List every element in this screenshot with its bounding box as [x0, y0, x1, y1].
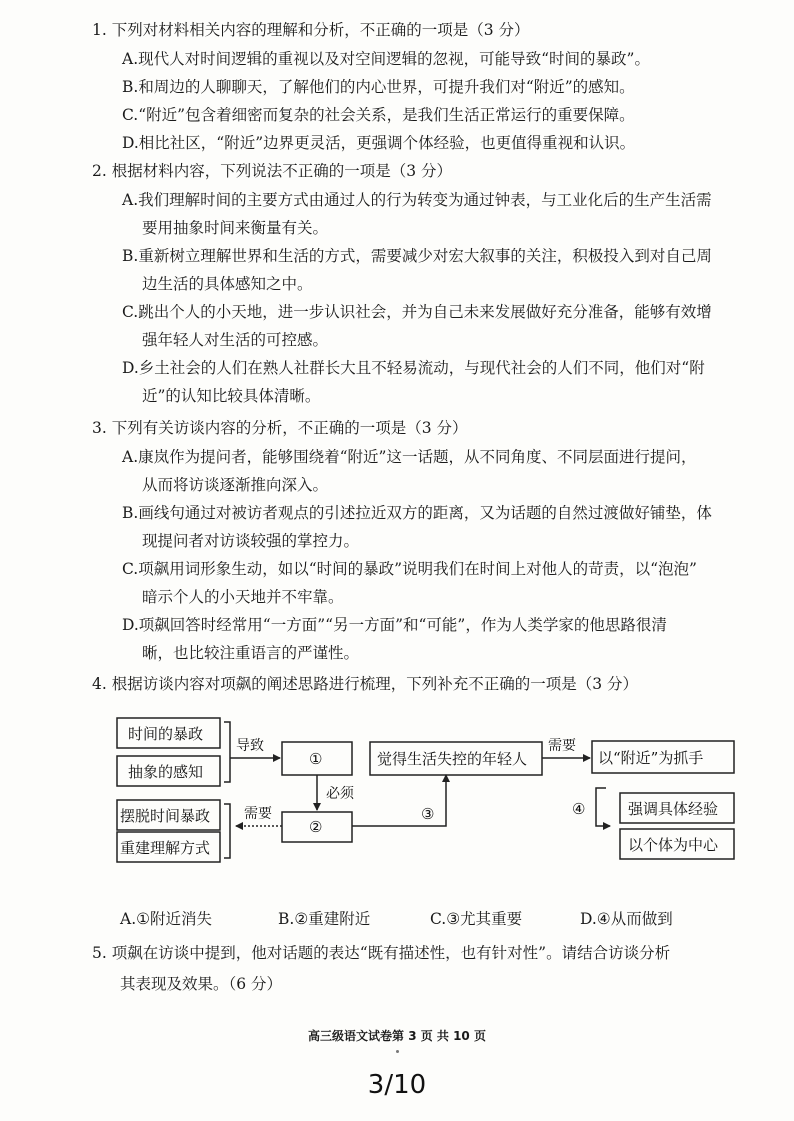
- label-must: 必须: [326, 786, 354, 802]
- q1-stem: 1. 下列对材料相关内容的理解和分析，不正确的一项是（3 分）: [92, 21, 530, 39]
- q2-option-c-line1: C.跳出个人的小天地，进一步认识社会，并为自己未来发展做好充分准备，能够有效增: [122, 303, 712, 321]
- q1-option-d: D.相比社区，“附近”边界更灵活，更强调个体经验，也更值得重视和认识。: [122, 134, 636, 152]
- text-experience: 强调具体经验: [628, 800, 719, 818]
- page-indicator: 3/10: [367, 1070, 427, 1100]
- q2-option-b-line2: 边生活的具体感知之中。: [142, 275, 313, 293]
- q3-option-c-line1: C.项飙用词形象生动，如以“时间的暴政”说明我们在时间上对他人的苛责，以“泡泡”: [122, 560, 697, 578]
- bracket-bottom-left: [224, 804, 230, 858]
- q2-option-a-line2: 要用抽象时间来衡量有关。: [142, 219, 329, 237]
- q2-option-a-line1: A.我们理解时间的主要方式由通过人的行为转变为通过钟表，与工业化后的生产生活需: [122, 191, 712, 209]
- q3-option-d-line1: D.项飙回答时经常用“一方面”“另一方面”和“可能”，作为人类学家的他思路很清: [122, 616, 667, 634]
- q3-option-d-line2: 晰，也比较注重语言的严谨性。: [142, 644, 360, 662]
- q4-option-b: B.②重建附近: [278, 910, 371, 928]
- q3-option-b-line2: 现提问者对访谈较强的掌控力。: [142, 532, 360, 550]
- q4-option-a: A.①附近消失: [120, 910, 213, 928]
- slot-3: ③: [421, 805, 435, 823]
- text-escape: 摆脱时间暴政: [120, 807, 211, 825]
- q1-option-b: B.和周边的人聊聊天，了解他们的内心世界，可提升我们对“附近”的感知。: [122, 78, 635, 96]
- q3-option-c-line2: 暗示个人的小天地并不牢靠。: [142, 588, 344, 606]
- slot-1: ①: [309, 750, 323, 768]
- q3-option-a-line2: 从而将访谈逐渐推向深入。: [142, 476, 329, 494]
- text-youth: 觉得生活失控的年轻人: [377, 750, 528, 768]
- q4-option-d: D.④从而做到: [580, 910, 673, 928]
- scan-dot: [396, 1050, 399, 1053]
- q2-option-d-line1: D.乡土社会的人们在熟人社群长大且不轻易流动，与现代社会的人们不同，他们对“附: [122, 359, 705, 377]
- q3-option-b-line1: B.画线句通过对被访者观点的引述拉近双方的距离，又为话题的自然过渡做好铺垫，体: [122, 504, 712, 522]
- text-abstract: 抽象的感知: [128, 763, 204, 781]
- q1-option-a: A.现代人对时间逻辑的重视以及对空间逻辑的忽视，可能导致“时间的暴政”。: [122, 50, 650, 68]
- text-nearby: 以“附近”为抓手: [598, 749, 704, 767]
- label-need-right: 需要: [548, 738, 576, 754]
- slot-2: ②: [309, 818, 323, 836]
- bracket-right: [596, 788, 610, 826]
- q2-option-c-line2: 强年轻人对生活的可控感。: [142, 331, 329, 349]
- q2-stem: 2. 根据材料内容，下列说法不正确的一项是（3 分）: [92, 162, 453, 180]
- label-need-left: 需要: [244, 806, 272, 822]
- q2-option-d-line2: 近”的认知比较具体清晰。: [142, 387, 321, 405]
- q4-stem: 4. 根据访谈内容对项飙的阐述思路进行梳理，下列补充不正确的一项是（3 分）: [92, 675, 639, 693]
- text-time-tyranny: 时间的暴政: [128, 725, 204, 743]
- q3-option-a-line1: A.康岚作为提问者，能够围绕着“附近”这一话题，从不同角度、不同层面进行提问，: [122, 448, 697, 466]
- bracket-top-left: [224, 722, 230, 782]
- q1-option-c: C.“附近”包含着细密而复杂的社会关系，是我们生活正常运行的重要保障。: [122, 106, 635, 124]
- q3-stem: 3. 下列有关访谈内容的分析，不正确的一项是（3 分）: [92, 419, 468, 437]
- q5-line2: 其表现及效果。（6 分）: [120, 975, 283, 993]
- slot-4: ④: [572, 800, 586, 818]
- text-individual: 以个体为中心: [628, 836, 719, 854]
- q2-option-b-line1: B.重新树立理解世界和生活的方式，需要减少对宏大叙事的关注，积极投入到对自己周: [122, 247, 712, 265]
- label-lead: 导致: [236, 738, 264, 754]
- text-rebuild: 重建理解方式: [120, 839, 211, 857]
- q5-line1: 5. 项飙在访谈中提到，他对话题的表达“既有描述性，也有针对性”。请结合访谈分析: [92, 944, 671, 962]
- page-footer: 高三级语文试卷第 3 页 共 10 页: [308, 1029, 486, 1043]
- q4-option-c: C.③尤其重要: [430, 910, 523, 928]
